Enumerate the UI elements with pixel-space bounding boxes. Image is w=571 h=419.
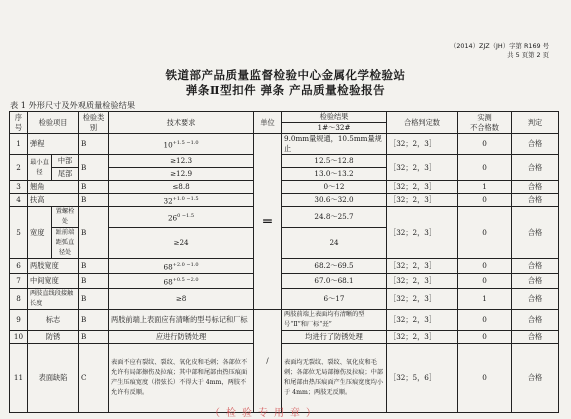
table-row: 11 表面缺陷 C 表面不应有裂纹、裂纹、氧化皮和毛刺；各部位不允许有局部擦伤及拉痕；其中部和尾部由热压痕面产生压痕宽度（指弦长）不得大于 4mm，两肢不允许有反顺。 表面均无裂纹、裂纹、氧化皮和毛刺；各部位无局部擦伤及拉痕；中部和尾部由热压痕面产生压痕宽度均小于 4mm；两肢无反顺。 ［32；5，6］ 0 合格 — [10, 344, 559, 413]
red-stamp-fragment: （检验专用章） — [210, 408, 322, 419]
unit-slash: / — [254, 310, 282, 413]
table-row: 4 扶高 B $32^{+1.0 -1.5}$ 30.6～32.0 ［32；2，3］ 0 合格 — [10, 194, 559, 207]
table-row: 1 弹程 B $10^{+1.5 -1.0}$ ═ 9.0mm量规通，10.5mm量规止 ［32；2，3］ 0 合格 — [10, 134, 559, 155]
table-row: 尾部 ≥12.9 13.0～13.2 — [10, 168, 559, 181]
col-measured: 实测 不合格数 — [458, 112, 512, 134]
header-row — [10, 112, 559, 123]
table-row: 趾前端距弧直径处 ≥24 24 — [10, 228, 559, 259]
inspection-table — [9, 111, 559, 413]
table-caption: 表 1 外形尺寸及外观质量检验结果 — [10, 100, 136, 110]
col-verdict: 判定 — [512, 112, 559, 134]
table-row: 6 两肢宽度 B $68^{+2.0 -1.0}$ 68.2～69.5 ［32；2，3］ 0 合格 — [10, 259, 559, 274]
report-title: 铁道部产品质量监督检验中心金属化学检验站 — [165, 68, 406, 82]
table-row: 8 两肢直线段接触长度 B ≥8 6～17 ［32；2，3］ 1 合格 — [10, 289, 559, 310]
table-row: 10 防锈 B 应进行防锈处理 均进行了防锈处理 ［32；2，3］ 0 合格 — [10, 331, 559, 344]
report-number: （2014）ZJZ（JH）字第 R169 号 — [449, 42, 549, 50]
report-subtitle: 弹条Ⅱ型扣件 弹条 产品质量检验报告 — [185, 83, 386, 97]
table-row: 2 最小直径 中部 B ≥12.3 12.5～12.8 ［32；2，3］ 0 合格 — [10, 155, 559, 168]
col-item: 检验项目 — [28, 112, 79, 134]
table-row: 9 标志 B 两肢前端上表面应有清晰的型号标记和厂标 / 两肢前端上表面均有清晰的型号“Ⅱ”和厂标“㠭” ［32；2，3］ 0 合格 — [10, 310, 559, 331]
table-row: 7 中间宽度 B $68^{+0.5 -2.0}$ 67.0～68.1 ［32；2，3］ 0 合格 — [10, 274, 559, 289]
col-no: 序号 — [10, 112, 28, 134]
col-result-sub: 1#～32# — [282, 123, 387, 134]
unit-cell: ═ — [254, 134, 282, 310]
col-judgement-no: 合格判定数 — [387, 112, 458, 134]
table-row: 5 宽度 置螺栓处 B $26^{0 -1.5}$ 24.8～25.7 ［32；2，3］ 0 合格 — [10, 207, 559, 228]
col-unit: 单位 — [254, 112, 282, 134]
col-category: 检验类别 — [79, 112, 109, 134]
col-requirement: 技术要求 — [109, 112, 254, 134]
page-count: 共 5 页第 2 页 — [507, 51, 549, 59]
col-result: 检验结果 — [282, 112, 387, 123]
table-row: 3 翘角 B ≤8.8 0～12 ［32；2，3］ 1 合格 — [10, 181, 559, 194]
